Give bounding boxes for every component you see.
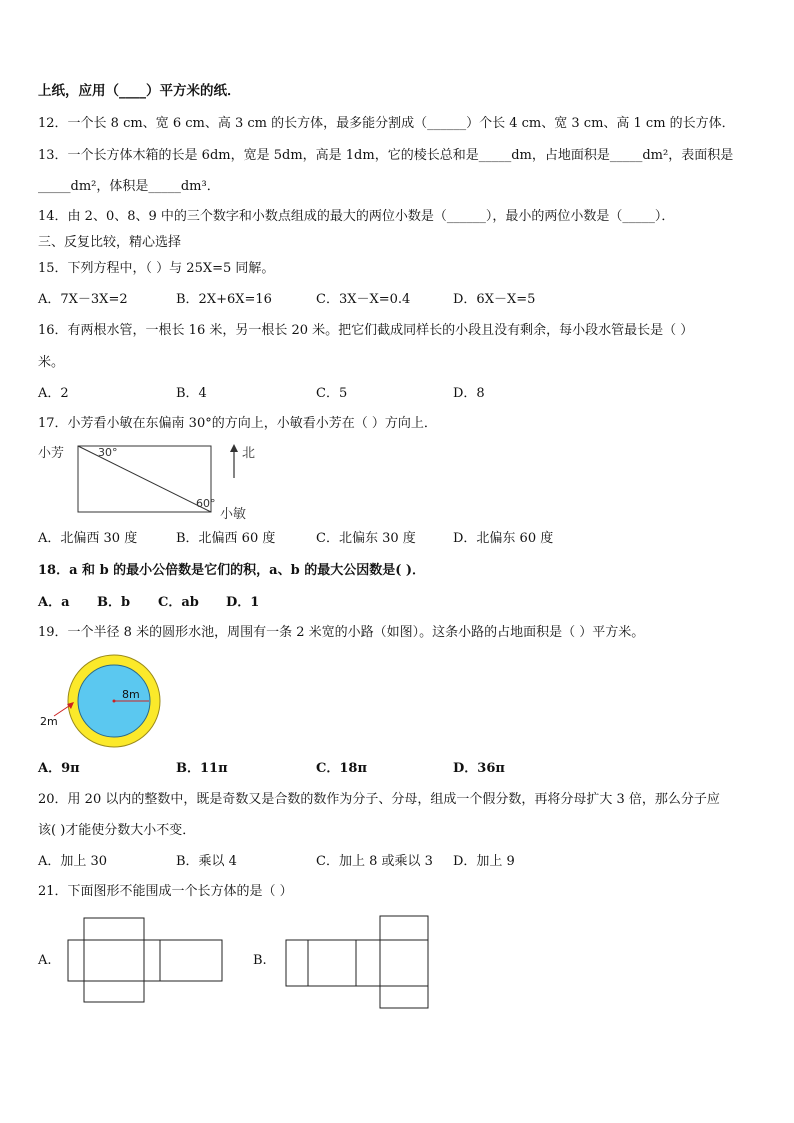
north-label: 北 (242, 446, 256, 461)
question-16-line2: 米。 (38, 355, 65, 370)
question-14: 14．由 2、0、8、9 中的三个数字和小数点组成的最大的两位小数是（______），最小的两位小数是（_____）． (38, 209, 675, 224)
xiaomin-label: 小敏 (220, 507, 247, 522)
net-figure-b (280, 910, 440, 1015)
q17-option-d: D．北偏东 60 度 (453, 531, 554, 546)
net-a-face-back (160, 940, 222, 981)
net-b-face-2 (308, 940, 356, 986)
q17-option-a: A．北偏西 30 度 (38, 531, 138, 546)
question-17: 17．小芳看小敏在东偏南 30°的方向上，小敏看小芳在（ ）方向上． (38, 416, 437, 431)
net-b-face-4 (380, 940, 428, 986)
q11-tail: 上纸，应用（____）平方米的纸． (38, 83, 241, 99)
section-heading: 三、反复比较，精心选择 (38, 235, 182, 250)
q19-option-a: A．9π (38, 761, 80, 776)
xiaofang-label: 小芳 (38, 446, 65, 461)
q20-option-b: B．乘以 4 (176, 854, 237, 869)
net-figure-a (60, 913, 230, 1008)
q16-option-c: C．5 (316, 386, 348, 401)
q18-option-c: C．ab (158, 595, 199, 610)
direction-figure (36, 440, 266, 524)
q20-option-d: D．加上 9 (453, 854, 515, 869)
q20-option-a: A．加上 30 (38, 854, 108, 869)
question-18: 18．a 和 b 的最小公倍数是它们的积，a、b 的最大公因数是( )． (38, 563, 426, 578)
q15-option-d: D．6X－X=5 (453, 292, 536, 307)
question-19: 19．一个半径 8 米的圆形水池，周围有一条 2 米宽的小路（如图）。这条小路的占地面积是（ ）平方米。 (38, 625, 645, 640)
net-b-face-top (380, 916, 428, 940)
angle-30-label: 30° (98, 446, 118, 459)
q18-option-d: D．1 (226, 595, 260, 610)
net-a-face-front (84, 940, 144, 981)
radius-label: 8m (122, 688, 140, 701)
net-b-face-1 (286, 940, 308, 986)
path-width-label: 2m (40, 715, 58, 728)
q18-option-b: B．b (97, 595, 131, 610)
q20-option-c: C．加上 8 或乘以 3 (316, 854, 433, 869)
question-13-line2: _____dm²，体积是_____dm³． (38, 179, 220, 194)
net-b-face-bottom (380, 986, 428, 1008)
center-dot (113, 700, 116, 703)
question-16-line1: 16．有两根水管，一根长 16 米，另一根长 20 米。把它们截成同样长的小段且没有剩余，每小段水管最长是（ ） (38, 323, 694, 338)
net-b-face-3 (356, 940, 380, 986)
q17-option-b: B．北偏西 60 度 (176, 531, 276, 546)
angle-60-label: 60° (196, 497, 216, 510)
question-20-line1: 20．用 20 以内的整数中，既是奇数又是合数的数作为分子、分母，组成一个假分数，再将分母扩大 3 倍，那么分子应 (38, 792, 720, 807)
q21-option-b-label: B. (253, 953, 267, 968)
q21-option-a-label: A. (38, 953, 52, 968)
q17-option-c: C．北偏东 30 度 (316, 531, 416, 546)
question-21: 21．下面图形不能围成一个长方体的是（ ） (38, 884, 293, 899)
question-13-line1: 13．一个长方体木箱的长是 6dm，宽是 5dm，高是 1dm，它的棱长总和是_____dm，占地面积是_____dm²，表面积是 (38, 148, 734, 163)
question-15: 15．下列方程中，（ ）与 25X=5 同解。 (38, 261, 275, 276)
q16-option-a: A．2 (38, 386, 69, 401)
net-a-face-right (144, 940, 160, 981)
q15-option-a: A．7X－3X=2 (38, 292, 128, 307)
net-a-face-top (84, 918, 144, 940)
q19-option-c: C．18π (316, 761, 367, 776)
pond-figure (36, 652, 166, 752)
net-a-face-left (68, 940, 84, 981)
q15-option-b: B．2X+6X=16 (176, 292, 272, 307)
question-12: 12．一个长 8 cm、宽 6 cm、高 3 cm 的长方体，最多能分割成（______）个长 4 cm、宽 3 cm、高 1 cm 的长方体． (38, 116, 735, 131)
north-arrow-icon (230, 444, 238, 452)
q16-option-d: D．8 (453, 386, 485, 401)
net-a-face-bottom (84, 981, 144, 1002)
q16-option-b: B．4 (176, 386, 207, 401)
q18-option-a: A．a (38, 595, 70, 610)
question-20-line2: 该( )才能使分数大小不变． (38, 823, 196, 838)
q15-option-c: C．3X－X=0.4 (316, 292, 411, 307)
q19-option-d: D．36π (453, 761, 505, 776)
q19-option-b: B．11π (176, 761, 228, 776)
